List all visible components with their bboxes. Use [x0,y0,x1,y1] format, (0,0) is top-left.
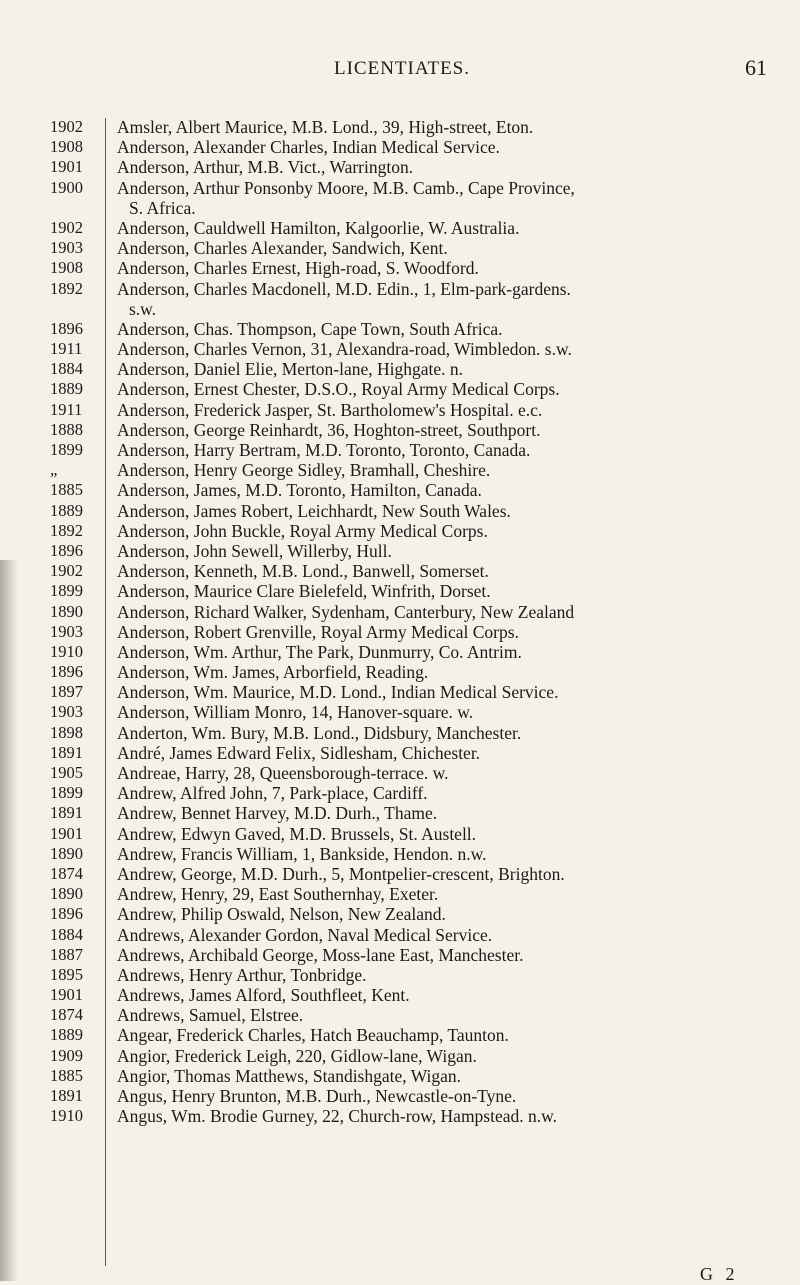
entry-main-line: Andreae, Harry, 28, Queensborough-terrace. w. [117,763,449,784]
entry-main-line: Andrews, Alexander Gordon, Naval Medical Service. [117,924,493,945]
entry-text [117,803,779,823]
entry-main-line: Anderson, Wm. James, Arborfield, Reading. [117,662,429,683]
entry-text [117,723,779,743]
entry-main-line: Anderton, Wm. Bury, M.B. Lond., Didsbury, Manchester. [117,722,522,743]
list-item [0,904,800,924]
entry-main-line: Anderson, Charles Macdonell, M.D. Edin., 1, Elm-park-gardens. [117,278,571,299]
entry-text [117,440,779,460]
page-number: 61 [745,55,767,80]
list-item [0,521,800,541]
entry-main-line: Andrew, Henry, 29, East Southernhay, Exeter. [117,884,439,905]
entry-text [117,642,779,662]
entry-year: 1903 [50,238,83,258]
entry-text [117,985,779,1005]
entry-year: 1903 [50,702,83,722]
entry-text [117,117,779,137]
entry-year: 1895 [50,964,83,984]
entry-main-line: Anderson, Charles Vernon, 31, Alexandra-road, Wimbledon. s.w. [117,339,572,360]
entry-main-line: Anderson, William Monro, 14, Hanover-square. w. [117,702,474,723]
list-item [0,238,800,258]
list-item [0,965,800,985]
list-item [0,945,800,965]
entry-main-line: Andrew, Francis William, 1, Bankside, Hendon. n.w. [117,843,487,864]
entry-year: 1902 [50,217,83,237]
entry-main-line: Anderson, George Reinhardt, 36, Hoghton-street, Southport. [117,419,541,440]
entry-year: 1884 [50,924,83,944]
list-item [0,723,800,743]
entry-year: 1885 [50,1065,83,1085]
list-item [0,844,800,864]
licentiate-list [0,117,800,1126]
entry-main-line: Anderson, John Sewell, Willerby, Hull. [117,540,392,561]
entry-text [117,1005,779,1025]
entry-text [117,279,779,319]
entry-text [117,763,779,783]
list-item [0,218,800,238]
list-item [0,339,800,359]
entry-year: 1874 [50,1005,83,1025]
entry-main-line: Anderson, Robert Grenville, Royal Army Medical Corps. [117,621,519,642]
list-item [0,319,800,339]
entry-text [117,1025,779,1045]
list-item [0,1086,800,1106]
entry-main-line: Anderson, Richard Walker, Sydenham, Canterbury, New Zealand [117,601,575,622]
entry-main-line: Angior, Thomas Matthews, Standishgate, Wigan. [117,1065,462,1086]
list-item [0,379,800,399]
entry-year: 1889 [50,379,83,399]
entry-year: 1908 [50,137,83,157]
list-item [0,985,800,1005]
entry-text [117,662,779,682]
list-item [0,258,800,278]
entry-year: 1890 [50,884,83,904]
entry-main-line: Anderson, Daniel Elie, Merton-lane, Highgate. n. [117,359,464,380]
entry-year: 1909 [50,1045,83,1065]
entry-text [117,258,779,278]
entry-text [117,743,779,763]
entry-year: „ [50,460,58,480]
list-item [0,157,800,177]
entry-year: 1892 [50,520,83,540]
entry-text [117,965,779,985]
entry-year: 1892 [50,278,83,298]
entry-year: 1896 [50,662,83,682]
entry-main-line: Anderson, Wm. Maurice, M.D. Lond., Indian Medical Service. [117,682,559,703]
entry-year: 1908 [50,258,83,278]
list-item [0,279,800,319]
entry-main-line: Anderson, Charles Ernest, High-road, S. Woodford. [117,258,479,279]
entry-main-line: Angior, Frederick Leigh, 220, Gidlow-lane, Wigan. [117,1045,477,1066]
entry-text [117,521,779,541]
entry-main-line: Andrews, Archibald George, Moss-lane East, Manchester. [117,944,524,965]
entry-year: 1889 [50,500,83,520]
entry-text [117,581,779,601]
entry-text [117,1086,779,1106]
entry-year: 1901 [50,823,83,843]
entry-year: 1884 [50,359,83,379]
list-item [0,763,800,783]
entry-text [117,379,779,399]
list-item [0,783,800,803]
signature-mark: G 2 [700,1264,739,1284]
entry-text [117,178,779,218]
entry-year: 1898 [50,722,83,742]
entry-text [117,319,779,339]
entry-year: 1891 [50,1086,83,1106]
list-item [0,925,800,945]
list-item [0,884,800,904]
list-item [0,702,800,722]
entry-year: 1890 [50,601,83,621]
entry-year: 1885 [50,480,83,500]
list-item [0,864,800,884]
entry-main-line: Andrew, Bennet Harvey, M.D. Durh., Thame. [117,803,438,824]
list-item [0,359,800,379]
entry-main-line: Anderson, Alexander Charles, Indian Medical Service. [117,137,500,158]
entry-year: 1887 [50,944,83,964]
entry-main-line: Andrew, Philip Oswald, Nelson, New Zealand. [117,904,446,925]
entry-year: 1911 [50,399,83,419]
entry-main-line: Anderson, Harry Bertram, M.D. Toronto, Toronto, Canada. [117,440,531,461]
list-item [0,440,800,460]
entry-main-line: Anderson, Wm. Arthur, The Park, Dunmurry, Co. Antrim. [117,641,522,662]
entry-text [117,904,779,924]
entry-main-line: Anderson, Maurice Clare Bielefeld, Winfrith, Dorset. [117,581,491,602]
entry-text [117,925,779,945]
entry-text [117,400,779,420]
list-item [0,743,800,763]
entry-year: 1902 [50,117,83,136]
list-item [0,1106,800,1126]
entry-year: 1901 [50,985,83,1005]
entry-main-line: Anderson, James Robert, Leichhardt, New South Wales. [117,500,511,521]
entry-text [117,602,779,622]
entry-text [117,480,779,500]
entry-main-line: Andrew, Edwyn Gaved, M.D. Brussels, St. Austell. [117,823,477,844]
entry-text [117,945,779,965]
entry-text [117,460,779,480]
entry-year: 1897 [50,682,83,702]
entry-year: 1896 [50,318,83,338]
entry-year: 1896 [50,540,83,560]
entry-main-line: Anderson, Charles Alexander, Sandwich, Kent. [117,238,448,259]
entry-year: 1903 [50,621,83,641]
list-item [0,460,800,480]
entry-year: 1902 [50,561,83,581]
entry-text [117,844,779,864]
entry-year: 1899 [50,440,83,460]
entry-main-line: Anderson, Chas. Thompson, Cape Town, South Africa. [117,318,503,339]
entry-year: 1905 [50,763,83,783]
entry-main-line: Anderson, Cauldwell Hamilton, Kalgoorlie, W. Australia. [117,217,520,238]
list-item [0,622,800,642]
entry-text [117,1066,779,1086]
entry-year: 1874 [50,863,83,883]
entry-text [117,824,779,844]
list-item [0,1025,800,1045]
entry-main-line: Andrews, Henry Arthur, Tonbridge. [117,964,367,985]
entry-continuation: s.w. [129,298,157,319]
entry-main-line: Andrew, Alfred John, 7, Park-place, Cardiff. [117,783,428,804]
entry-text [117,420,779,440]
entry-text [117,157,779,177]
list-item [0,1005,800,1025]
entry-main-line: Anderson, Frederick Jasper, St. Bartholomew's Hospital. e.c. [117,399,543,420]
entry-text [117,1106,779,1126]
entry-main-line: Andrew, George, M.D. Durh., 5, Montpelier-crescent, Brighton. [117,863,565,884]
list-item [0,662,800,682]
page-title: LICENTIATES. [333,58,470,79]
list-item [0,420,800,440]
entry-text [117,541,779,561]
list-item [0,602,800,622]
entry-main-line: Anderson, Arthur Ponsonby Moore, M.B. Camb., Cape Province, [117,177,575,198]
entry-year: 1910 [50,641,83,661]
entry-main-line: Andrews, James Alford, Southfleet, Kent. [117,985,410,1006]
entry-text [117,359,779,379]
entry-year: 1899 [50,581,83,601]
list-item [0,501,800,521]
entry-text [117,218,779,238]
list-item [0,178,800,218]
entry-main-line: Angear, Frederick Charles, Hatch Beauchamp, Taunton. [117,1025,509,1046]
entry-main-line: Anderson, James, M.D. Toronto, Hamilton, Canada. [117,480,482,501]
list-item [0,581,800,601]
entry-main-line: Andrews, Samuel, Elstree. [117,1005,304,1026]
entry-year: 1910 [50,1106,83,1126]
entry-text [117,783,779,803]
list-item [0,541,800,561]
list-item [0,400,800,420]
list-item [0,642,800,662]
entry-year: 1901 [50,157,83,177]
entry-text [117,339,779,359]
entry-main-line: Anderson, Ernest Chester, D.S.O., Royal Army Medical Corps. [117,379,560,400]
entry-main-line: Anderson, Kenneth, M.B. Lond., Banwell, Somerset. [117,561,489,582]
entry-continuation: S. Africa. [129,197,196,218]
list-item [0,1066,800,1086]
entry-year: 1891 [50,803,83,823]
entry-text [117,884,779,904]
entry-text [117,864,779,884]
entry-year: 1888 [50,419,83,439]
entry-year: 1890 [50,843,83,863]
entry-year: 1896 [50,904,83,924]
entry-text [117,702,779,722]
list-item [0,137,800,157]
list-item [0,480,800,500]
entry-main-line: Amsler, Albert Maurice, M.B. Lond., 39, High-street, Eton. [117,117,534,137]
entry-main-line: Anderson, Henry George Sidley, Bramhall, Cheshire. [117,460,491,481]
entry-main-line: Anderson, Arthur, M.B. Vict., Warrington. [117,157,414,178]
entry-main-line: Angus, Wm. Brodie Gurney, 22, Church-row, Hampstead. n.w. [117,1106,558,1127]
entry-year: 1900 [50,177,83,197]
entry-year: 1899 [50,783,83,803]
list-item [0,803,800,823]
entry-main-line: Anderson, John Buckle, Royal Army Medical Corps. [117,520,488,541]
list-item [0,682,800,702]
entry-text [117,622,779,642]
list-item [0,824,800,844]
list-item [0,117,800,137]
entry-main-line: André, James Edward Felix, Sidlesham, Chichester. [117,742,481,763]
entry-text [117,682,779,702]
list-item [0,561,800,581]
entry-year: 1889 [50,1025,83,1045]
list-item [0,1046,800,1066]
entry-year: 1891 [50,742,83,762]
entry-text [117,501,779,521]
entry-main-line: Angus, Henry Brunton, M.B. Durh., Newcastle-on-Tyne. [117,1086,517,1107]
entry-text [117,238,779,258]
entry-text [117,561,779,581]
entry-text [117,137,779,157]
entry-text [117,1046,779,1066]
entry-year: 1911 [50,339,83,359]
